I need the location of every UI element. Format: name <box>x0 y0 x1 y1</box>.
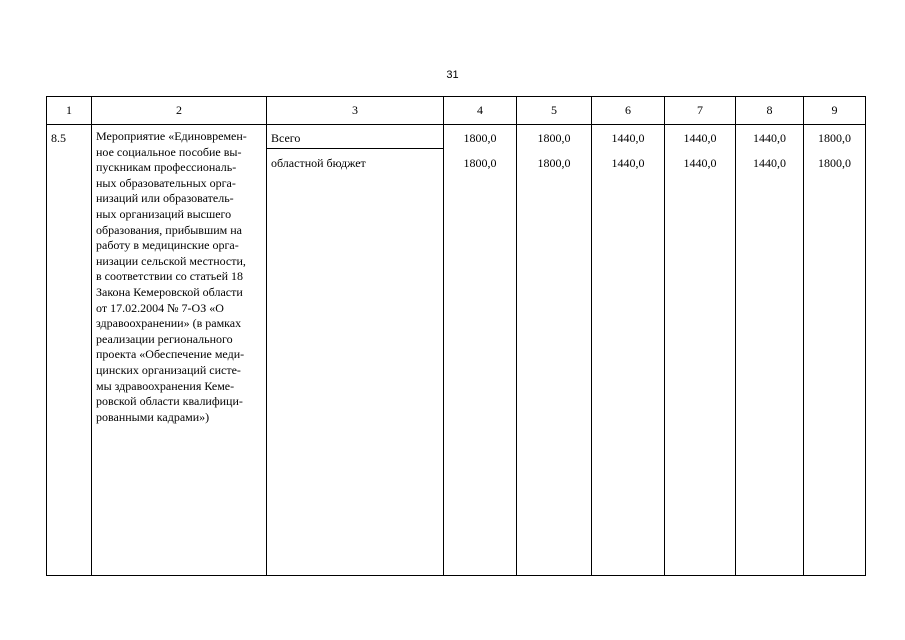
header-cell-5: 5 <box>517 97 592 125</box>
regional-value-col8: 1440,0 <box>753 156 786 170</box>
header-cell-6: 6 <box>592 97 665 125</box>
header-cell-3: 3 <box>267 97 444 125</box>
header-row <box>47 97 866 125</box>
funding-source-cell <box>267 125 444 576</box>
regional-value-col4: 1800,0 <box>463 156 497 170</box>
total-value-col4: 1800,0 <box>463 131 497 145</box>
value-cell-col7 <box>665 125 736 576</box>
total-value-col5: 1800,0 <box>537 131 571 145</box>
header-cell-9: 9 <box>804 97 866 125</box>
header-cell-8: 8 <box>736 97 804 125</box>
value-cell-col8 <box>736 125 804 576</box>
header-cell-1: 1 <box>47 97 92 125</box>
header-cell-7: 7 <box>665 97 736 125</box>
regional-value-col5: 1800,0 <box>537 156 571 170</box>
total-value-col6: 1440,0 <box>611 131 645 145</box>
value-cell-col9 <box>804 125 866 576</box>
item-description-cell <box>92 125 267 576</box>
regional-value-col7: 1440,0 <box>683 156 717 170</box>
value-cell-col6 <box>592 125 665 576</box>
regional-value-col9: 1800,0 <box>818 156 851 170</box>
header-cell-4: 4 <box>444 97 517 125</box>
item-description: Мероприятие «Единовремен- ное социальное пособие вы- пускникам профессиональ- ных образовательных орга- низаций или образователь- ных организаций высшего образования, прибывшим на работу в медицинские орга- низации сельской местности, в соответствии со статьей 18 Закона Кемеровской области от 17.02.2004 № 7-ОЗ «О здравоохранении» (в рамках реализации регионального проекта «Обеспечение меди- цинских организаций систе- мы здравоохранения Кеме- ровской области квалифици- рованными кадрами») <box>96 129 247 424</box>
budget-table <box>46 96 866 576</box>
header-cell-2: 2 <box>92 97 267 125</box>
item-number: 8.5 <box>47 125 92 576</box>
funding-source-regional: областной бюджет <box>271 156 366 170</box>
table-row <box>47 125 866 576</box>
regional-value-col6: 1440,0 <box>611 156 645 170</box>
value-cell-col4 <box>444 125 517 576</box>
total-value-col8: 1440,0 <box>753 131 786 145</box>
total-value-col7: 1440,0 <box>683 131 717 145</box>
funding-source-total: Всего <box>267 125 443 149</box>
value-cell-col5 <box>517 125 592 576</box>
total-value-col9: 1800,0 <box>818 131 851 145</box>
page-number: 31 <box>446 69 459 81</box>
